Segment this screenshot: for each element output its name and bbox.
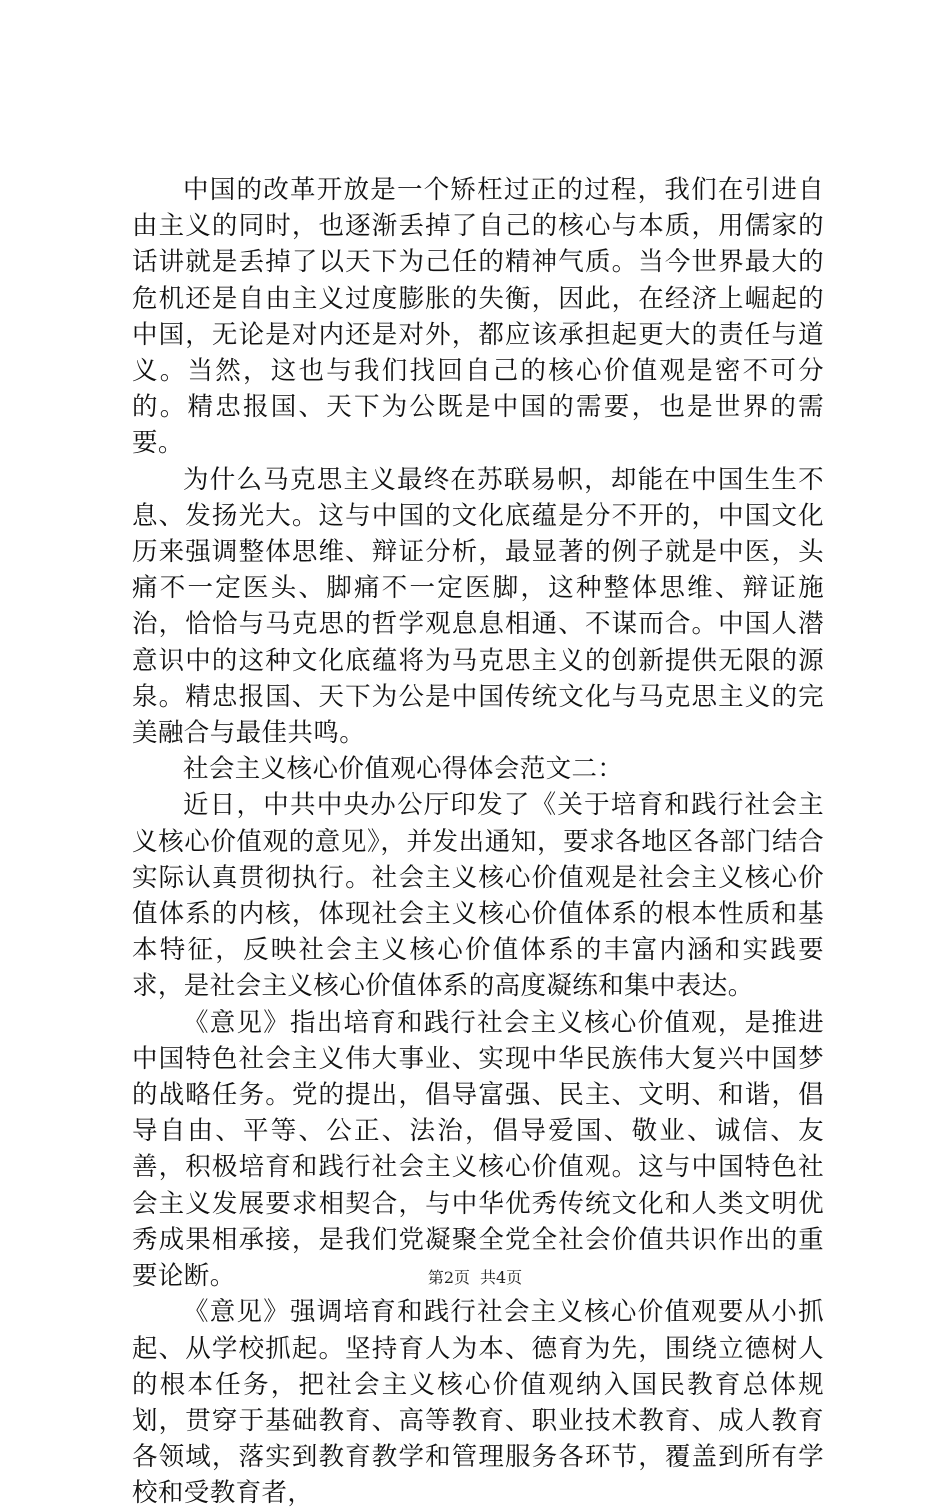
page-number: 第2页 [427, 1268, 470, 1287]
section-heading: 社会主义核心价值观心得体会范文二： [183, 754, 624, 785]
paragraph: 《意见》强调培育和践行社会主义核心价值观要从小抓起、从学校抓起。坚持育人为本、德育为先，围绕立德树人的根本任务，把社会主义核心价值观纳入国民教育总体规划，贯穿于基础教育、高等教育、职业技术教育、成人教育各领域，落实到教育教学和管理服务各环节，覆盖到所有学校和受教育者， [132, 1297, 824, 1509]
paragraph: 为什么马克思主义最终在苏联易帜，却能在中国生生不息、发扬光大。这与中国的文化底蕴是分不开的，中国文化历来强调整体思维、辩证分析，最显著的例子就是中医，头痛不一定医头、脚痛不一定医脚，这种整体思维、辩证施治，恰恰与马克思的哲学观息息相通、不谋而合。中国人潜意识中的这种文化底蕴将为马克思主义的创新提供无限的源泉。精忠报国、天下为公是中国传统文化与马克思主义的完美融合与最佳共鸣。 [132, 464, 824, 749]
paragraph: 近日，中共中央办公厅印发了《关于培育和践行社会主义核心价值观的意见》，并发出通知，要求各地区各部门结合实际认真贯彻执行。社会主义核心价值观是社会主义核心价值体系的内核，体现社会主义核心价值体系的根本性质和基本特征，反映社会主义核心价值体系的丰富内涵和实践要求，是社会主义核心价值体系的高度凝练和集中表达。 [132, 790, 824, 1002]
paragraph: 《意见》指出培育和践行社会主义核心价值观，是推进中国特色社会主义伟大事业、实现中华民族伟大复兴中国梦的战略任务。党的提出，倡导富强、民主、文明、和谐，倡导自由、平等、公正、法治，倡导爱国、敬业、诚信、友善，积极培育和践行社会主义核心价值观。这与中国特色社会主义发展要求相契合，与中华优秀传统文化和人类文明优秀成果相承接，是我们党凝聚全党全社会价值共识作出的重要论断。 [132, 1007, 824, 1292]
document-body [132, 172, 824, 1512]
paragraph: 中国的改革开放是一个矫枉过正的过程，我们在引进自由主义的同时，也逐渐丢掉了自己的核心与本质，用儒家的话讲就是丢掉了以天下为己任的精神气质。当今世界最大的危机还是自由主义过度膨胀的失衡，因此，在经济上崛起的中国，无论是对内还是对外，都应该承担起更大的责任与道义。当然，这也与我们找回自己的核心价值观是密不可分的。精忠报国、天下为公既是中国的需要，也是世界的需要。 [132, 175, 824, 459]
page-footer [0, 1268, 950, 1288]
page-total: 共4页 [480, 1268, 523, 1287]
